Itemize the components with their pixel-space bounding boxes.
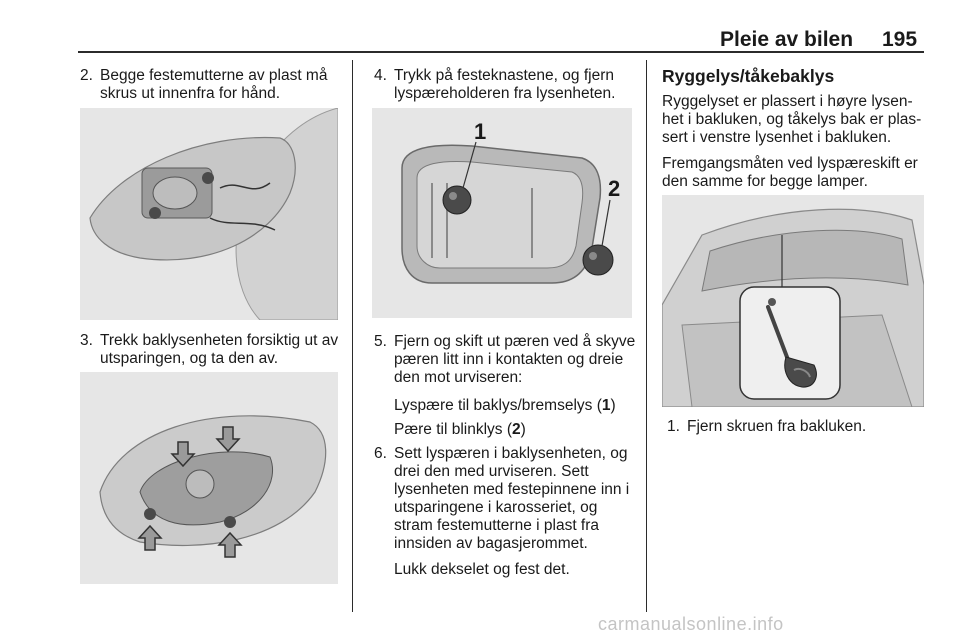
header-rule [78, 51, 924, 53]
bulb-list-item-2 [374, 421, 638, 439]
step-text: Fjern og skift ut pæren ved å skyve pæren litt inn i kontakten og dreie den mot urviseren: [394, 333, 636, 386]
tailgate-screw-illustration [662, 195, 924, 407]
step-3 [80, 332, 342, 368]
callout-1: 1 [474, 119, 487, 144]
step-number: 4. [374, 67, 387, 84]
step-text: Trekk baklysenheten forsiktig ut av utsparingen, og ta den av. [100, 332, 339, 367]
column-1 [80, 67, 342, 103]
figure-tailgate-screw [662, 195, 924, 407]
bulb-1-text: Lyspære til baklys/bremselys ( [394, 397, 602, 414]
bulb-2-text: Pære til blinklys ( [394, 421, 512, 438]
callout-2: 2 [608, 176, 621, 201]
step-text: Trykk på festeknastene, og fjern lyspæreholderen fra lysenheten. [394, 67, 616, 102]
taillight-rear-illustration [80, 108, 338, 320]
bulb-list-item-1 [374, 397, 638, 415]
column-divider-1 [352, 60, 353, 612]
step-text: Sett lyspæren i baklysenheten, og drei den med urviseren. Sett lysenheten med festepinnene inn i utsparingene i karosseriet, og stram festemutterne i plast fra innsiden av bagasjerommet. [394, 445, 630, 552]
step-number: 1. [667, 418, 680, 435]
figure-taillight-rear-nuts [80, 108, 338, 320]
section-heading: Ryggelys/tåkebaklys [662, 66, 835, 86]
taillight-removal-illustration [80, 372, 338, 584]
column-2-lower [374, 333, 638, 579]
step-number: 2. [80, 67, 93, 84]
paragraph-location: Ryggelyset er plassert i høyre lysen-het i bakluken, og tåkelys bak er plas-sert i venstre lysenhet i bakluken. [662, 93, 922, 146]
column-2 [374, 67, 636, 103]
step-4 [374, 67, 636, 103]
step-5 [374, 333, 638, 387]
bulb-2-suffix: ) [520, 421, 526, 438]
step-text: Fjern skruen fra bakluken. [687, 418, 867, 435]
step-number: 6. [374, 445, 387, 462]
paragraph-procedure: Fremgangsmåten ved lyspæreskift er den samme for begge lamper. [662, 155, 918, 190]
watermark: carmanualsonline.info [598, 614, 784, 634]
step-number: 5. [374, 333, 387, 350]
column-1-lower [80, 332, 342, 368]
column-divider-2 [646, 60, 647, 612]
step-number: 3. [80, 332, 93, 349]
column-3-lower [667, 418, 929, 436]
figure-bulb-holder [372, 108, 632, 318]
step-2 [80, 67, 342, 103]
bulb-2-ref: 2 [512, 421, 521, 438]
column-3 [662, 67, 932, 191]
closing-note: Lukk dekselet og fest det. [394, 561, 570, 578]
bulb-holder-illustration [372, 108, 632, 318]
bulb-1-suffix: ) [610, 397, 616, 414]
step-6 [374, 445, 638, 553]
bulb-1-ref: 1 [601, 397, 611, 414]
header-title: Pleie av bilen [720, 28, 854, 51]
step-text: Begge festemutterne av plast må skrus ut innenfra for hånd. [100, 67, 328, 102]
step-1 [667, 418, 929, 436]
page-number: 195 [882, 28, 918, 51]
figure-taillight-removal [80, 372, 338, 584]
